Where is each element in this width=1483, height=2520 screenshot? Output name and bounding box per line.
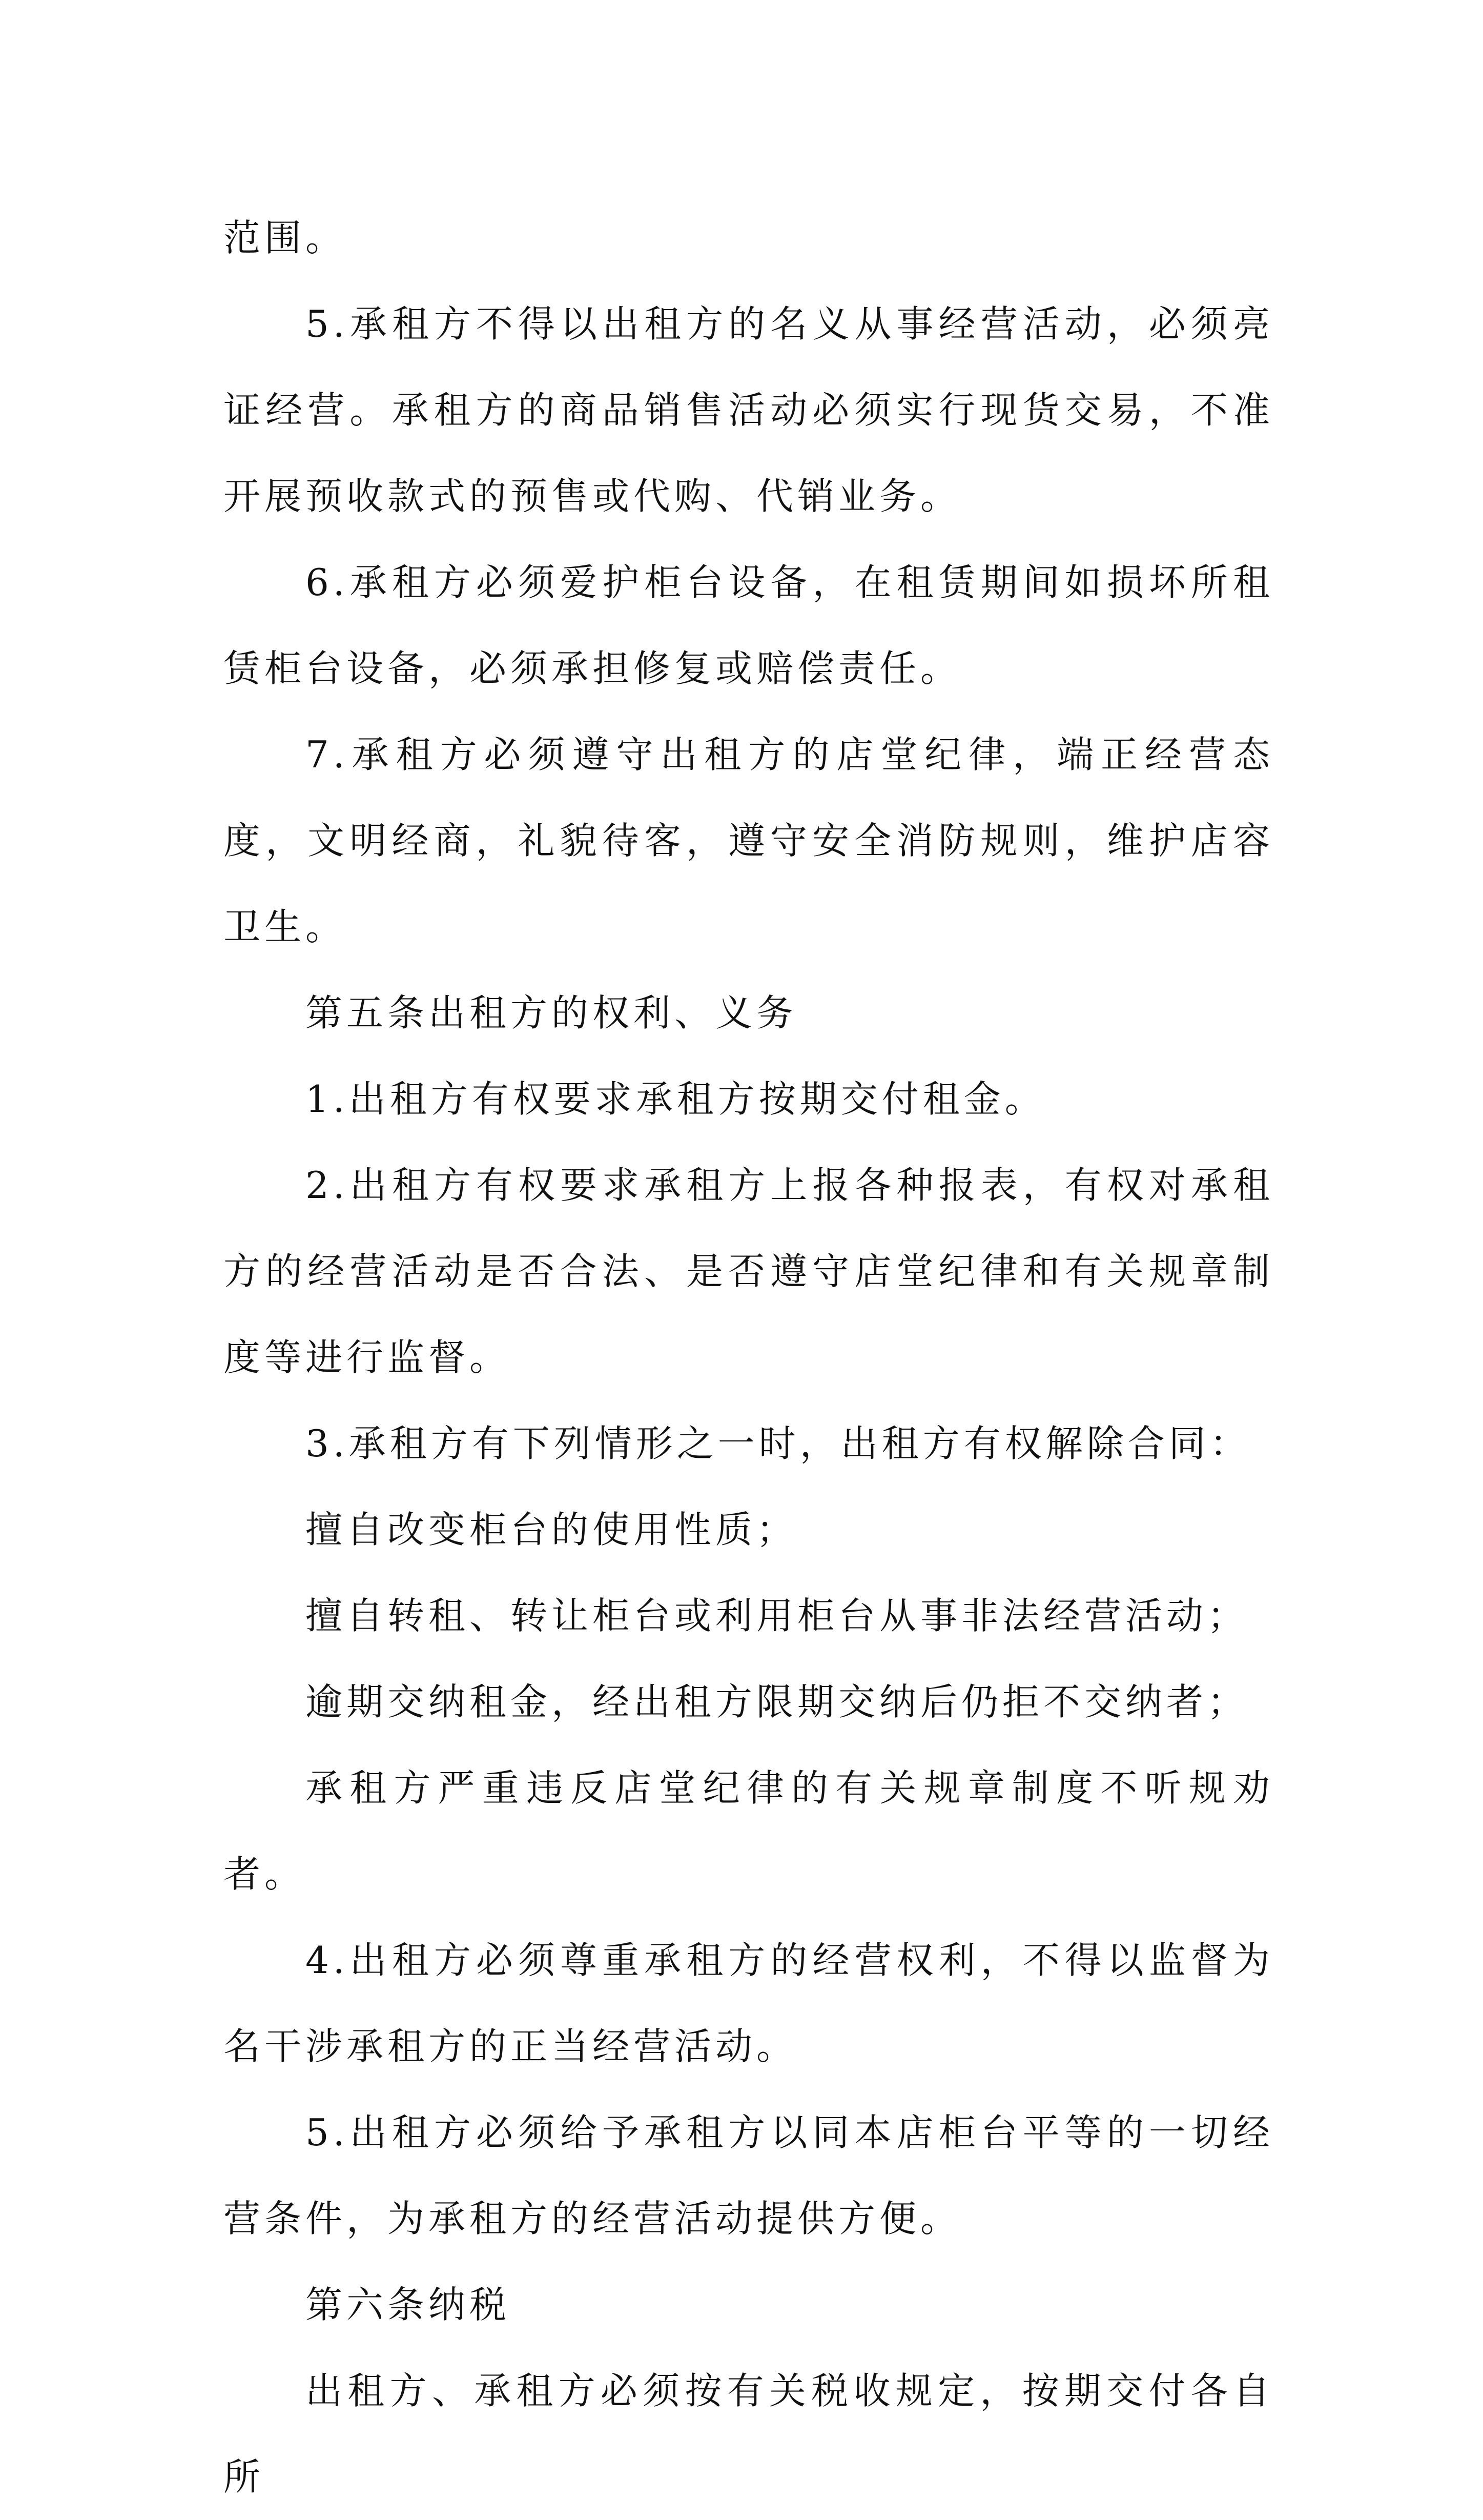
clause-5-item-1: 1.出租方有权要求承租方按期交付租金。 <box>305 1078 1046 1121</box>
clause-6-heading: 第六条纳税 <box>305 2283 511 2326</box>
clause-4-item-7: 7.承租方必须遵守出租方的店堂纪律，端正经营态度，文明经商，礼貌待客，遵守安全消防规则，维护店容卫生。 <box>223 733 1274 948</box>
clause-5-item-3-case-2: 擅自转租、转让柜台或利用柜台从事非法经营活动； <box>305 1594 1249 1637</box>
paragraph-continuation: 范围。 <box>223 216 347 259</box>
clause-5-item-3: 3.承租方有下列情形之一时，出租方有权解除合同： <box>305 1422 1251 1465</box>
clause-5-item-5: 5.出租方必须给予承租方以同本店柜台平等的一切经营条件，为承租方的经营活动提供方便。 <box>223 2111 1274 2240</box>
clause-5-item-3-case-1: 擅自改变柜台的使用性质； <box>305 1508 798 1551</box>
clause-5-heading: 第五条出租方的权利、义务 <box>305 991 798 1034</box>
clause-5-item-3-case-3: 逾期交纳租金，经出租方限期交纳后仍拒不交纳者； <box>305 1680 1249 1723</box>
clause-4-item-5: 5.承租方不得以出租方的名义从事经营活动，必须亮证经营。承租方的商品销售活动必须实行现货交易，不准开展预收款式的预售或代购、代销业务。 <box>223 302 1274 518</box>
clause-4-item-6: 6.承租方必须爱护柜台设备，在租赁期间如损坏所租赁柜台设备，必须承担修复或赔偿责任。 <box>223 561 1274 690</box>
document-body <box>223 195 1274 2520</box>
clause-6-body: 出租方、承租方必须按有关税收规定，按期交付各自所 <box>223 2369 1274 2498</box>
clause-5-item-2: 2.出租方有权要求承租方上报各种报表，有权对承租方的经营活动是否合法、是否遵守店堂纪律和有关规章制度等进行监督。 <box>223 1164 1274 1379</box>
clause-5-item-3-case-4: 承租方严重违反店堂纪律的有关规章制度不听规劝者。 <box>223 1766 1274 1896</box>
clause-5-item-4: 4.出租方必须尊重承租方的经营权利，不得以监督为名干涉承租方的正当经营活动。 <box>223 1939 1274 2068</box>
